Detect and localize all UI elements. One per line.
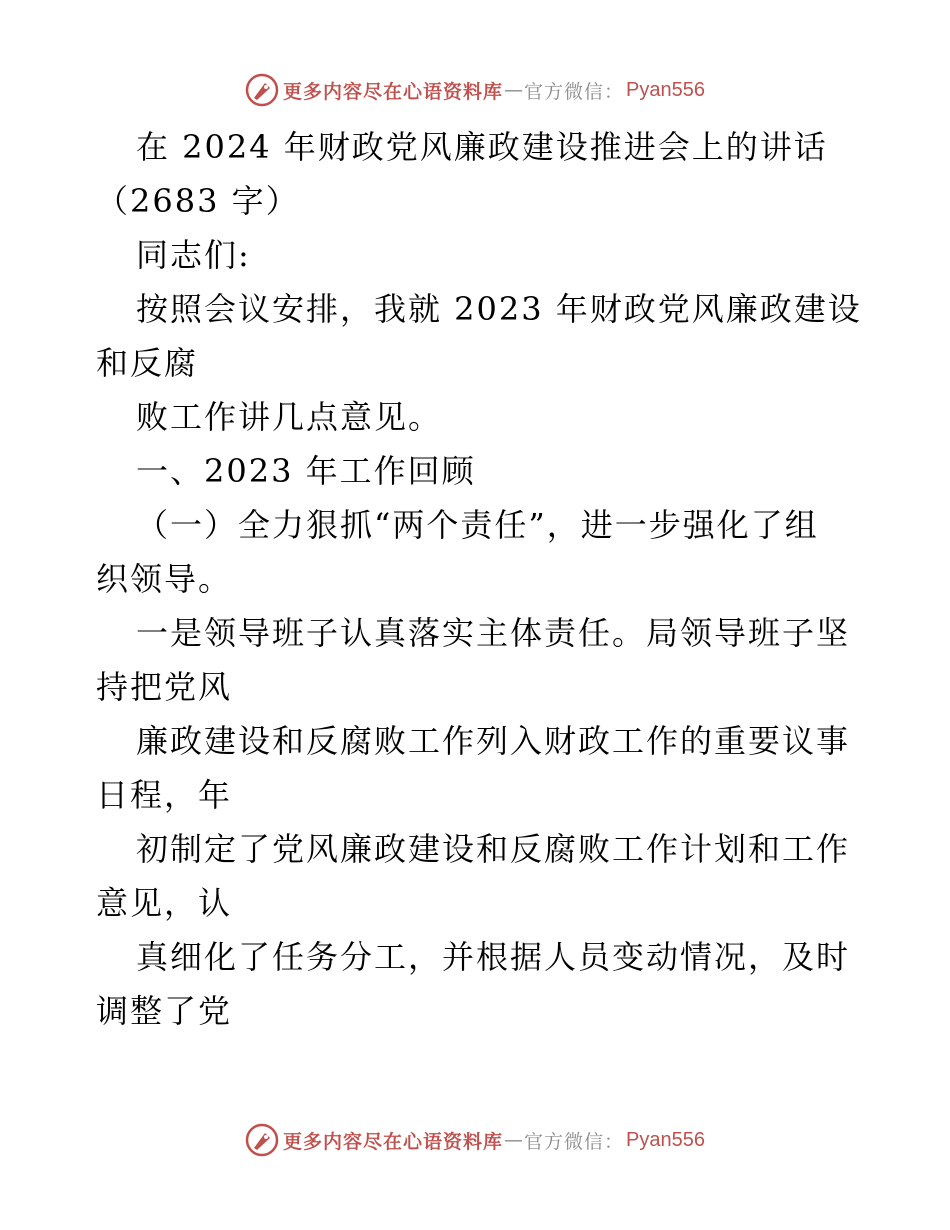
paragraph-line: 意见，认: [96, 884, 233, 922]
paragraph-line: 日程，年: [96, 776, 233, 814]
subsection-heading-continued: 织领导。: [96, 560, 233, 598]
section-heading: 一、2023 年工作回顾: [136, 452, 476, 490]
word-count: （2683 字）: [96, 182, 300, 220]
paragraph-line: 和反腐: [96, 344, 199, 382]
paragraph-line: 一是领导班子认真落实主体责任。局领导班子坚: [136, 614, 851, 652]
wechat-account: Pyan556: [626, 1128, 705, 1151]
official-label: 官方微信：: [524, 1130, 625, 1153]
promo-text: 更多内容尽在心语资料库: [283, 1130, 504, 1153]
wechat-account: Pyan556: [626, 78, 705, 101]
banner-separator: —: [504, 1129, 524, 1151]
document-title: 在 2024 年财政党风廉政建设推进会上的讲话: [136, 128, 828, 166]
salutation: 同志们:: [136, 236, 251, 274]
official-label: 官方微信：: [524, 80, 625, 103]
paragraph-line: 廉政建设和反腐败工作列入财政工作的重要议事: [136, 722, 851, 760]
paragraph-line: 调整了党: [96, 992, 233, 1030]
footer-banner: [0, 1120, 950, 1160]
pen-nib-icon: [245, 73, 279, 107]
paragraph-line: 持把党风: [96, 668, 233, 706]
header-banner: [0, 70, 950, 110]
document-body: [96, 120, 862, 1038]
paragraph-line: 按照会议安排，我就 2023 年财政党风廉政建设: [136, 290, 862, 328]
promo-text: 更多内容尽在心语资料库: [283, 80, 504, 103]
pen-nib-icon: [245, 1123, 279, 1157]
banner-separator: —: [504, 79, 524, 101]
paragraph-line: 败工作讲几点意见。: [136, 398, 443, 436]
subsection-heading: （一）全力狠抓“两个责任”，进一步强化了组: [136, 506, 819, 544]
paragraph-line: 真细化了任务分工，并根据人员变动情况，及时: [136, 938, 851, 976]
paragraph-line: 初制定了党风廉政建设和反腐败工作计划和工作: [136, 830, 851, 868]
